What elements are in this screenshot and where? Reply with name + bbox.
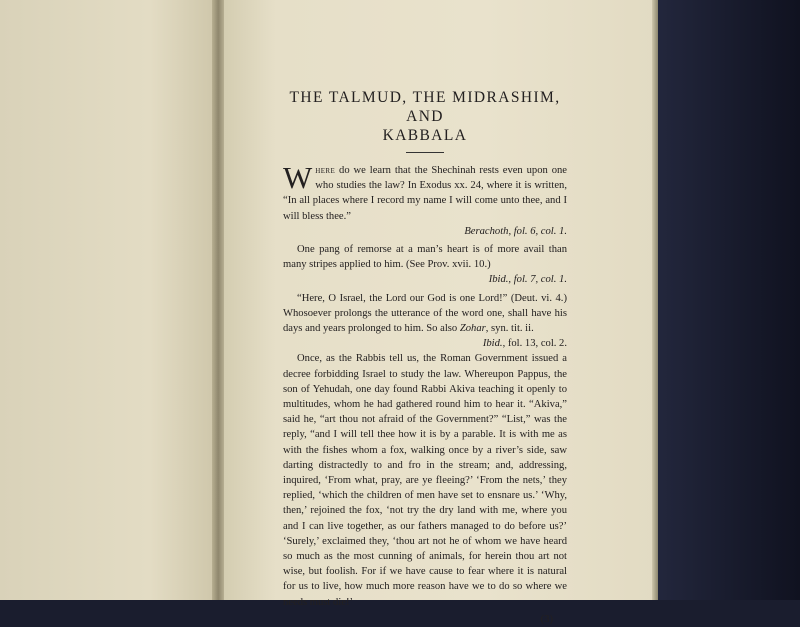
paragraph-3 <box>283 291 567 350</box>
title-line-2: KABBALA <box>382 127 468 144</box>
paragraph-4: Once, as the Rabbis tell us, the Roman Government issued a decree forbidding Israel to study the law. Whereupon Pappus, the son of Yehudah, one day found Rabbi Akiva teaching it openly to multitudes, whom he had gathered round him to hear it. “Akiva,” said he, “art thou not afraid of the Government?” “List,” was the reply, “and I will tell thee how it is by a parable. It is with me as with the fishes whom a fox, walking once by a river’s side, saw darting distractedly to and fro in the stream; and, addressing, inquired, ‘From what, pray, are ye fleeing?’ ‘From the nets,’ they replied, ‘which the children of men have set to ensnare us.’ ‘Why, then,’ rejoined the fox, ‘not try the dry land with me, where you and I can live together, as our fathers managed to do before us?’ ‘Surely,’ exclaimed they, ‘thou art not he of whom we have heard so much as the most cunning of animals, for herein thou art not wise, but foolish. For if we have cause to fear where it is natural for us to live, how much more reason have we to do so where we needs must die!’ <box>283 353 567 608</box>
left-page <box>0 0 214 600</box>
paragraph-1 <box>283 160 567 224</box>
dark-background <box>655 0 800 600</box>
chapter-title <box>283 88 567 145</box>
citation-3: Ibid. <box>482 338 503 350</box>
page-text-block <box>283 88 567 627</box>
title-rule <box>406 152 444 153</box>
citation-1: Berachoth, fol. 6, col. 1. <box>464 225 567 237</box>
zohar-title: Zohar <box>459 323 486 335</box>
paragraph-3-text-2: , syn. tit. ii. <box>485 323 534 335</box>
drop-cap: W <box>283 160 313 195</box>
citation-2: Ibid., fol. 7, col. 1. <box>488 274 567 286</box>
citation-3-rest: , fol. 13, col. 2. <box>502 338 567 350</box>
page-edge <box>652 0 658 600</box>
title-line-1: THE TALMUD, THE MIDRASHIM, AND <box>289 89 561 125</box>
paragraph-2: One pang of remorse at a man’s heart is of more avail than many stripes applied to him. (See Prov. xvii. 10.) <box>283 244 567 271</box>
paragraph-3-text: “Here, O Israel, the Lord our God is one Lord!” (Deut. vi. 4.) Whosoever prolongs the utterance of the word one, shall have his days and years prolonged to him. So also <box>283 292 567 335</box>
small-caps-word: here <box>315 165 336 176</box>
page-number: (3) <box>540 613 553 625</box>
paragraph-1-text: do we learn that the Shechinah rests even upon one who studies the law? In Exodus xx. 24, where it is written, “In all places where I record my name I will come unto thee, and I will bless thee.” <box>283 165 567 222</box>
